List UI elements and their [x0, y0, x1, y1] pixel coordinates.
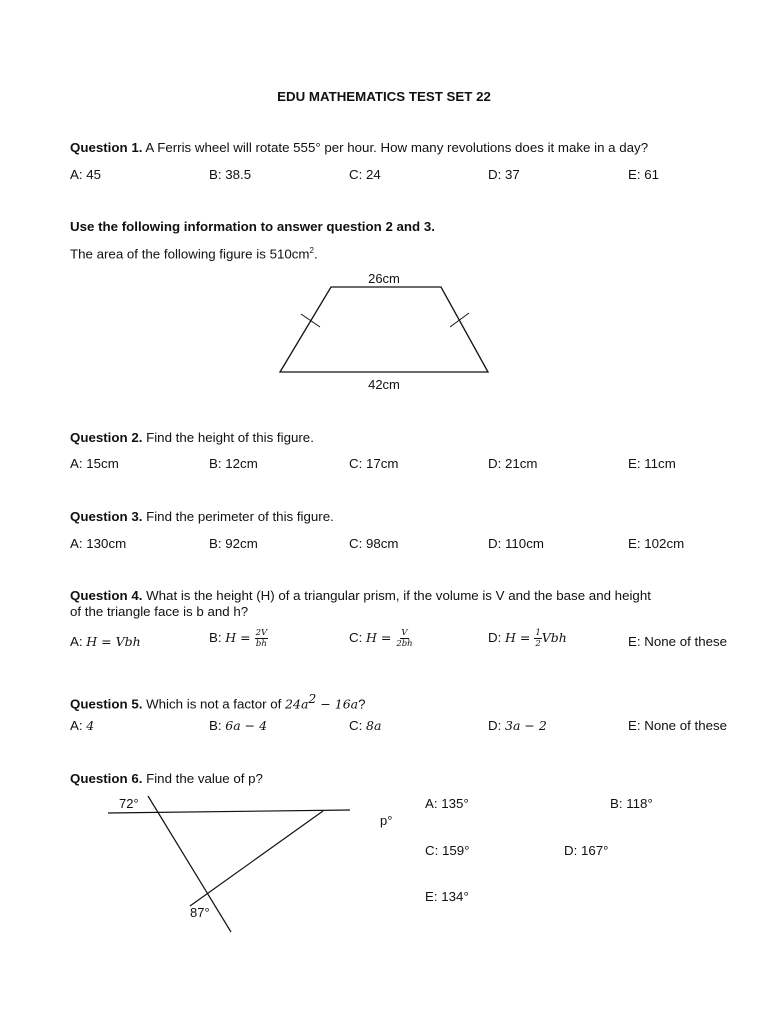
question-5-expr-b: − 16a [316, 696, 359, 712]
q5-option-b-prefix: B: [209, 718, 226, 733]
q5-option-c-expr: 8a [366, 718, 382, 733]
q1-option-a: A: 45 [70, 167, 102, 182]
q1-option-b: B: 38.5 [209, 167, 252, 182]
q4-option-d-numerator: 1 [535, 628, 541, 638]
trapezoid-bottom-label: 42cm [368, 377, 400, 392]
trapezoid-top-label: 26cm [368, 271, 400, 286]
q1-option-e: E: 61 [628, 167, 660, 182]
q3-option-d: D: 110cm [488, 536, 544, 551]
angle-label-72: 72° [119, 796, 139, 811]
q5-option-c-prefix: C: [349, 718, 366, 733]
q2-option-c: C: 17cm [349, 456, 399, 471]
q6-option-b: B: 118° [610, 796, 653, 811]
question-5-label: Question 5. [70, 696, 143, 712]
area-text-end: . [313, 246, 318, 262]
diagonal-line [190, 811, 323, 906]
question-5-text-end: ? [358, 696, 366, 712]
q4-option-d-lhs: H = [505, 630, 535, 646]
q4-option-b-prefix: B: [209, 630, 226, 646]
q2-option-e: E: 11cm [628, 456, 676, 471]
q4-option-c-numerator: V [401, 628, 408, 638]
q4-option-c-lhs: H = [366, 630, 396, 646]
q4-option-c-prefix: C: [349, 630, 366, 646]
q4-option-c-denominator: 2bh [396, 639, 413, 649]
q3-option-a: A: 130cm [70, 536, 127, 551]
q4-option-d-rhs: Vbh [541, 630, 567, 646]
q4-option-b-numerator: 2V [255, 628, 268, 638]
q2-option-d: D: 21cm [488, 456, 538, 471]
q3-option-b: B: 92cm [209, 536, 258, 551]
q5-option-a-expr: 4 [86, 718, 95, 733]
angle-label-87: 87° [190, 905, 210, 920]
area-superscript: 2 [309, 246, 314, 255]
q2-option-a: A: 15cm [70, 456, 119, 471]
q5-option-d-prefix: D: [488, 718, 505, 733]
page-title: EDU MATHEMATICS TEST SET 22 [277, 89, 491, 104]
q3-option-c: C: 98cm [349, 536, 399, 551]
q6-option-c: C: 159° [425, 843, 470, 858]
question-4-text-line2: of the triangle face is b and h? [70, 604, 249, 619]
q1-option-d: D: 37 [488, 167, 520, 182]
question-3-label: Question 3. [70, 509, 143, 524]
q5-option-b-expr: 6a − 4 [225, 718, 268, 733]
q4-option-e: E: None of these [628, 634, 728, 649]
question-1-label: Question 1. [70, 140, 143, 155]
q5-option-d-expr: 3a − 2 [505, 718, 547, 733]
question-5-text: Which is not a factor of [142, 696, 286, 712]
q4-option-a-expr: H = Vbh [86, 634, 141, 649]
info-instruction: Use the following information to answer question 2 and 3. [70, 219, 435, 234]
question-4-text: What is the height (H) of a triangular prism, if the volume is V and the base and height [142, 588, 651, 603]
q4-option-d-prefix: D: [488, 630, 505, 646]
q3-option-e: E: 102cm [628, 536, 685, 551]
question-6-text: Find the value of p? [142, 771, 263, 786]
q5-option-a-prefix: A: [70, 718, 87, 733]
angle-label-p: p° [380, 813, 393, 828]
q5-option-e: E: None of these [628, 718, 728, 733]
q4-option-a-prefix: A: [70, 634, 87, 649]
q6-option-a: A: 135° [425, 796, 469, 811]
question-4-label: Question 4. [70, 588, 143, 603]
question-5-expr-sup: 2 [308, 691, 317, 706]
q4-option-b-denominator: bh [255, 639, 267, 649]
question-2-label: Question 2. [70, 430, 143, 445]
q4-option-d-denominator: 2 [535, 639, 541, 649]
question-6-label: Question 6. [70, 771, 143, 786]
q6-option-e: E: 134° [425, 889, 469, 904]
question-2-text: Find the height of this figure. [142, 430, 314, 445]
q4-option-b-lhs: H = [225, 630, 255, 646]
question-1-text: A Ferris wheel will rotate 555° per hour. How many revolutions does it make in a day? [142, 140, 649, 155]
q6-option-d: D: 167° [564, 843, 609, 858]
horizontal-line [108, 810, 350, 813]
area-text: The area of the following figure is 510cm [70, 246, 310, 262]
q1-option-c: C: 24 [349, 167, 381, 182]
question-3-text: Find the perimeter of this figure. [142, 509, 334, 524]
q2-option-b: B: 12cm [209, 456, 258, 471]
question-5-expr-a: 24a [285, 696, 309, 712]
